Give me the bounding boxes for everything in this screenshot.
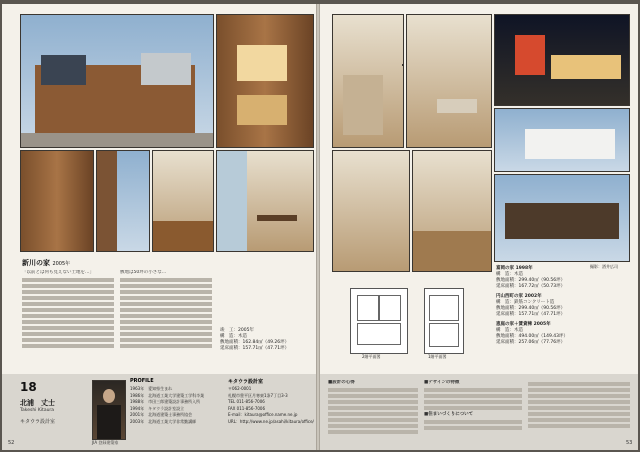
spec-line: 構 造：木造 [220, 334, 247, 339]
photo-deck-terrace [152, 150, 214, 252]
photo-credit: 撮影：酒井広司 [590, 264, 618, 269]
floor-plan-1f [424, 288, 464, 354]
work-list [496, 266, 630, 346]
office-line: E-mail：kitaura@office.name.ne.jp [228, 412, 298, 417]
essay-col-b-title: ■デザインの特徴 [424, 380, 460, 385]
profile-item: 1963年 愛知県生まれ [130, 386, 173, 391]
photo-hall-upper [332, 14, 404, 148]
photo-staircase-space [332, 150, 410, 272]
profile-item: 1988年 市田三郎建築設計事務所入所 [130, 399, 201, 404]
office-line: TEL 011-856-7006 [228, 399, 265, 404]
photo-roof-house [494, 174, 630, 262]
page-number-left: 52 [8, 440, 15, 446]
architect-portrait [92, 380, 126, 440]
profile-label: PROFILE [130, 378, 154, 384]
architect-name: 北浦 丈士 [20, 399, 55, 407]
profile-number: 18 [20, 380, 37, 394]
body-text-col-2-lead: 敷地は50坪の小さな… [120, 270, 167, 275]
photo-white-modern-house [494, 108, 630, 172]
spec-block [220, 328, 312, 352]
spec-line: 竣 工：2005年 [220, 328, 254, 333]
work-item [496, 322, 630, 346]
work-line: 構 造：木造 [496, 328, 523, 333]
photo-interior-wood-wall [20, 150, 94, 252]
work-line: 敷地面積：494.00㎡（149.43坪） [496, 334, 568, 339]
floor-plan-1f-label: 1階平面図 [428, 354, 447, 359]
house-title-year: 2005年 [52, 261, 71, 267]
floor-plan-2f-label: 2階平面図 [362, 354, 381, 359]
profile-item: 2001年 北海道建築士事務所協会 [130, 412, 193, 417]
work-line: 敷地面積：299.40㎡（90.56坪） [496, 306, 566, 311]
work-line: 延床面積：167.72㎡（50.73坪） [496, 284, 566, 289]
profile-item: 1986年 北海道工業大学建築工学科卒業 [130, 392, 205, 398]
work-year: 2005年 [533, 322, 551, 327]
profile-list [130, 386, 220, 425]
essay-band [320, 374, 638, 450]
profile-item: 1994年 キタウラ設計室設立 [130, 405, 185, 411]
work-item [496, 294, 630, 318]
work-title: 富岡の家 [496, 266, 514, 271]
work-title: 円山西町の家 [496, 294, 523, 299]
left-page [2, 4, 316, 450]
photo-house-night [494, 14, 630, 106]
office-contact [228, 386, 314, 425]
photo-void-stair [412, 150, 492, 272]
house-title [22, 258, 70, 268]
right-page [320, 4, 638, 450]
office-line: 札幌市豊平区月寒東1条7丁目3-3 [228, 392, 288, 398]
office-block-title: キタウラ設計室 [228, 379, 263, 385]
essay-col-b-subtitle: ■住まいづくりについて [424, 412, 474, 417]
page-number-right: 53 [626, 440, 633, 446]
floor-plan-2f [350, 288, 408, 354]
work-year: 2002年 [524, 294, 542, 299]
office-line: URL：http://www.ne.jp/asahi/kitaura/office/ [228, 418, 314, 424]
body-text-col-1 [22, 270, 114, 366]
photo-wood-facade [216, 14, 314, 148]
work-line: 敷地面積：299.40㎡（90.56坪） [496, 278, 566, 283]
office-name: キタウラ設計室 [20, 419, 55, 425]
photo-stair-window [96, 150, 150, 252]
work-line: 延床面積：257.06㎡（77.76坪） [496, 340, 566, 345]
essay-col-c [528, 380, 633, 446]
essay-col-a-title: ■設計の心得 [328, 380, 355, 385]
architect-roman: Takeshi Kitaura [20, 408, 55, 413]
photo-living-room [406, 14, 492, 148]
portrait-caption: JIA 登録建築家 [92, 440, 119, 445]
work-line: 構 造：木造 [496, 272, 523, 277]
office-line: FAX 011-856-7006 [228, 405, 266, 411]
work-title: 恵庭の家＋賃貸棟 [496, 322, 532, 327]
profile-item: 2003年 北海道工業大学非常勤講師 [130, 418, 197, 424]
photo-dining-room [216, 150, 314, 252]
body-text-col-2 [120, 270, 212, 366]
work-line: 構 造：鉄筋コンクリート造 [496, 300, 555, 305]
essay-col-a [328, 380, 418, 446]
photo-bright-living [402, 64, 404, 66]
essay-col-b [424, 380, 522, 446]
office-line: 〒062-0001 [228, 386, 252, 391]
spec-line: 敷地面積：162.84㎡（49.26坪） [220, 340, 290, 345]
spec-line: 延床面積：157.71㎡（47.71坪） [220, 346, 290, 351]
work-item [496, 266, 630, 290]
photo-house-exterior [20, 14, 214, 148]
house-title-text: 新川の家 [22, 259, 50, 267]
body-text-col-1-lead: 「以前とは何も見えない土地を…」 [22, 270, 94, 275]
work-line: 延床面積：157.71㎡（47.71坪） [496, 312, 566, 317]
work-year: 1998年 [515, 266, 533, 271]
profile-band [2, 374, 316, 450]
